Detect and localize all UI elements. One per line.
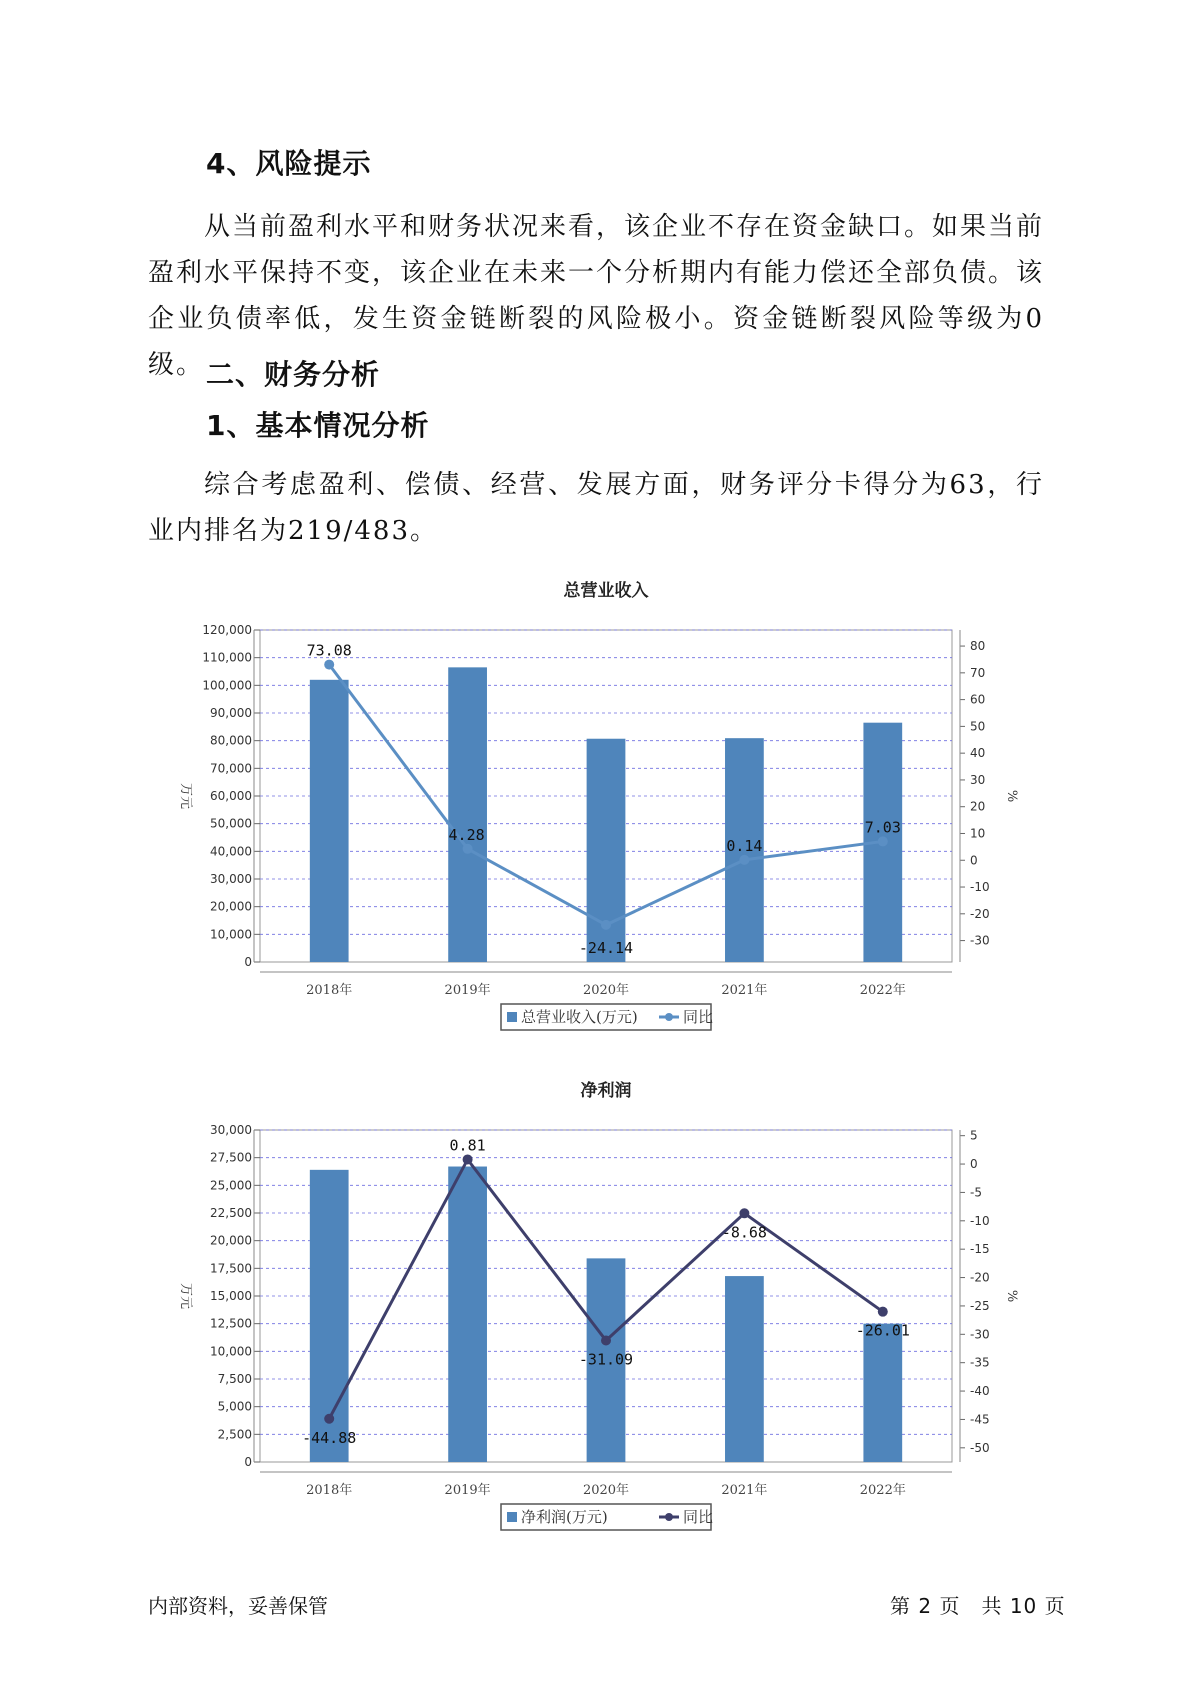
left-tick-label: 12,500	[210, 1316, 252, 1331]
right-tick-label: -5	[970, 1185, 982, 1200]
yoy-point	[601, 920, 611, 930]
right-tick-label: 40	[970, 746, 986, 761]
yoy-data-label: 73.08	[306, 641, 352, 660]
yoy-point	[463, 844, 473, 854]
yoy-point	[601, 1335, 611, 1345]
yoy-data-label: -24.14	[578, 938, 634, 957]
finance-heading: 二、财务分析	[206, 358, 381, 391]
bar	[448, 667, 487, 962]
left-tick-label: 40,000	[210, 844, 252, 859]
left-tick-label: 7,500	[217, 1372, 252, 1386]
x-tick-label: 2022年	[859, 983, 906, 998]
left-tick-label: 0	[244, 955, 252, 969]
net-profit-chart-svg	[160, 1070, 1040, 1540]
risk-heading: 4、风险提示	[206, 147, 372, 180]
x-tick-label: 2021年	[721, 1483, 768, 1498]
left-tick-label: 50,000	[210, 816, 252, 831]
right-tick-label: -15	[970, 1242, 990, 1257]
left-tick-label: 10,000	[210, 927, 252, 942]
left-tick-label: 100,000	[202, 678, 252, 693]
right-tick-label: 20	[970, 799, 986, 814]
left-tick-label: 2,500	[217, 1427, 252, 1442]
x-tick-label: 2020年	[582, 983, 630, 998]
left-tick-label: 25,000	[210, 1178, 252, 1193]
legend-line-marker	[665, 1013, 673, 1021]
right-tick-label: -20	[970, 1270, 990, 1285]
left-tick-label: 22,500	[210, 1206, 252, 1220]
revenue-chart	[160, 570, 1040, 1040]
net-profit-chart	[160, 1070, 1040, 1540]
y2-axis-label: %	[1004, 1289, 1019, 1303]
right-tick-label: 0	[970, 1157, 978, 1172]
left-tick-label: 30,000	[210, 1123, 252, 1137]
left-tick-label: 15,000	[210, 1289, 252, 1303]
legend-bar-swatch	[507, 1012, 517, 1022]
page-total: 10	[1009, 1594, 1038, 1618]
x-tick-label: 2019年	[444, 1483, 491, 1498]
left-tick-label: 20,000	[210, 899, 252, 914]
yoy-data-label: 4.28	[448, 825, 485, 844]
x-tick-label: 2019年	[444, 983, 491, 998]
x-tick-label: 2020年	[582, 1483, 630, 1498]
left-tick-label: 20,000	[210, 1233, 252, 1248]
right-tick-label: -35	[970, 1355, 990, 1370]
bar	[448, 1167, 487, 1462]
yoy-point	[463, 1154, 473, 1164]
yoy-point	[739, 855, 749, 865]
right-tick-label: -50	[970, 1440, 990, 1455]
yoy-point	[878, 836, 888, 846]
right-tick-label: 0	[970, 853, 978, 868]
left-tick-label: 80,000	[210, 733, 252, 748]
footer-confidential: 内部资料，妥善保管	[148, 1594, 328, 1618]
page-suffix: 页	[1044, 1594, 1066, 1618]
chart-title: 净利润	[580, 1081, 632, 1101]
revenue-chart-svg	[160, 570, 1040, 1040]
right-tick-label: -25	[970, 1298, 990, 1313]
chart-title: 总营业收入	[563, 581, 649, 601]
yoy-point	[324, 660, 334, 670]
bar	[725, 1276, 764, 1462]
yoy-data-label: 7.03	[864, 818, 901, 837]
legend	[501, 1004, 713, 1030]
legend-line-label: 同比	[683, 1008, 714, 1026]
yoy-data-label: 0.14	[726, 836, 763, 855]
legend-bar-label: 净利润(万元)	[521, 1508, 608, 1526]
left-tick-label: 10,000	[210, 1344, 252, 1359]
y-axis-label: 万元	[178, 782, 193, 810]
x-tick-label: 2018年	[306, 983, 353, 998]
left-tick-label: 17,500	[210, 1261, 252, 1276]
risk-paragraph: 从当前盈利水平和财务状况来看，该企业不存在资金缺口。如果当前盈利水平保持不变，该企业在未来一个分析期内有能力偿还全部负债。该企业负债率低，发生资金链断裂的风险极小。资金链断裂风险等级为0级。	[148, 212, 1045, 380]
right-tick-label: 60	[970, 692, 986, 707]
left-tick-label: 90,000	[210, 706, 252, 720]
left-tick-label: 70,000	[210, 761, 252, 776]
yoy-data-label: 0.81	[449, 1136, 486, 1155]
right-tick-label: -10	[970, 880, 990, 895]
legend-line-label: 同比	[683, 1508, 714, 1526]
page-current: 2	[918, 1594, 933, 1618]
yoy-data-label: -8.68	[721, 1223, 767, 1242]
right-tick-label: -10	[970, 1213, 990, 1228]
left-tick-label: 30,000	[210, 872, 252, 886]
right-tick-label: 30	[970, 772, 986, 787]
basic-paragraph: 综合考虑盈利、偿债、经营、发展方面，财务评分卡得分为63，行业内排名为219/483。	[148, 470, 1044, 546]
right-tick-label: -20	[970, 906, 990, 921]
left-tick-label: 120,000	[202, 623, 252, 637]
bar	[863, 1324, 902, 1462]
left-tick-label: 27,500	[210, 1150, 252, 1165]
right-tick-label: 5	[970, 1128, 978, 1143]
left-tick-label: 0	[244, 1455, 252, 1469]
y-axis-label: 万元	[178, 1282, 193, 1310]
footer-page-number	[890, 1590, 1066, 1619]
right-tick-label: -45	[970, 1412, 990, 1427]
legend-bar-swatch	[507, 1512, 517, 1522]
yoy-data-label: -31.09	[578, 1350, 634, 1369]
right-tick-label: -40	[970, 1384, 990, 1399]
yoy-point	[739, 1208, 749, 1218]
page-prefix: 第	[890, 1594, 911, 1618]
left-tick-label: 60,000	[210, 789, 252, 803]
basic-heading: 1、基本情况分析	[206, 409, 430, 442]
left-tick-label: 110,000	[202, 650, 252, 665]
x-tick-label: 2022年	[859, 1483, 906, 1498]
right-tick-label: -30	[970, 1327, 990, 1342]
x-tick-label: 2018年	[306, 1483, 353, 1498]
page-mid: 页 共	[939, 1594, 1003, 1618]
x-tick-label: 2021年	[721, 983, 768, 998]
right-tick-label: 50	[970, 719, 986, 734]
bar	[310, 680, 349, 962]
legend-line-marker	[665, 1513, 673, 1521]
right-tick-label: 10	[970, 826, 986, 841]
right-tick-label: 80	[970, 639, 986, 654]
yoy-data-label: -26.01	[855, 1321, 910, 1340]
yoy-data-label: -44.88	[302, 1428, 357, 1447]
legend-bar-label: 总营业收入(万元)	[521, 1008, 638, 1026]
yoy-point	[324, 1414, 334, 1424]
right-tick-label: 70	[970, 665, 986, 680]
left-tick-label: 5,000	[217, 1399, 252, 1414]
legend	[501, 1504, 713, 1530]
y2-axis-label: %	[1004, 789, 1019, 803]
yoy-point	[878, 1307, 888, 1317]
right-tick-label: -30	[970, 933, 990, 948]
